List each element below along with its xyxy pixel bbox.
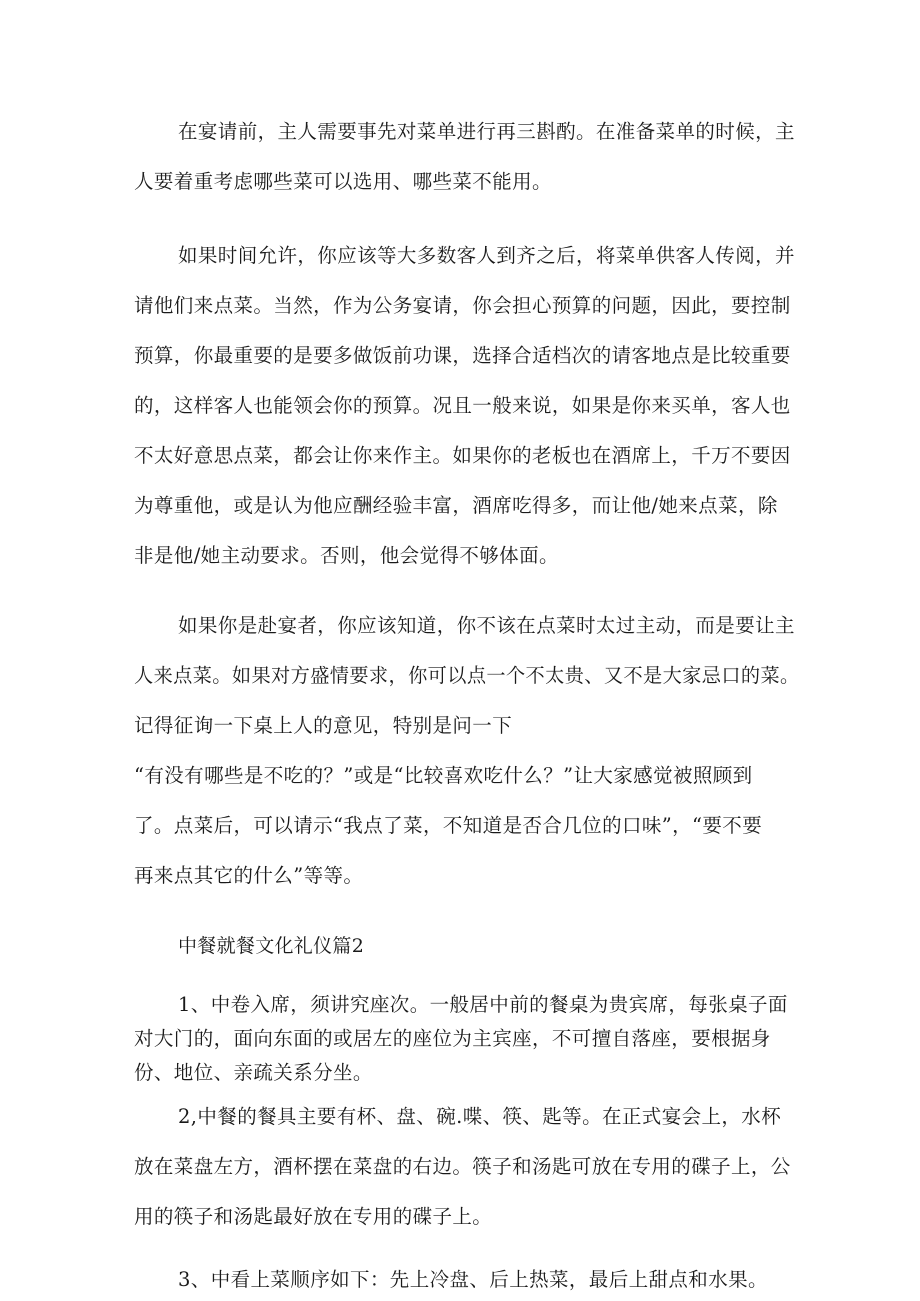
text-line: 对大门的，面向东面的或居左的座位为主宾座，不可擅自落座，要根据身 — [134, 1027, 771, 1050]
text-line: 1、中卷入席，须讲究座次。一般居中前的餐桌为贵宾席，每张桌子面 — [178, 993, 788, 1016]
text-line: 了。点菜后，可以请示“我点了菜，不知道是否合几位的口味”，“要不要 — [134, 814, 763, 837]
text-line: 如果时间允许，你应该等大多数客人到齐之后，将菜单供客人传阅，并 — [178, 244, 795, 267]
text-line: 记得征询一下桌上人的意见，特别是问一下 — [134, 714, 513, 737]
text-line: 预算，你最重要的是要多做饭前功课，选择合适档次的请客地点是比较重要 — [134, 344, 791, 367]
text-line: 3、中看上菜顺序如下：先上冷盘、后上热菜，最后上甜点和水果。 — [178, 1268, 768, 1291]
text-line: 人来点菜。如果对方盛情要求，你可以点一个不太贵、又不是大家忌口的菜。 — [134, 664, 800, 687]
text-line: 不太好意思点菜，都会让你来作主。如果你的老板也在酒席上，千万不要因 — [134, 444, 791, 467]
text-line: 为尊重他，或是认为他应酬经验丰富，酒席吃得多，而让他/她来点菜，除 — [134, 494, 778, 517]
text-line: 用的筷子和汤匙最好放在专用的碟子上。 — [134, 1205, 493, 1228]
text-line: 人要着重考虑哪些菜可以选用、哪些菜不能用。 — [134, 170, 552, 193]
text-line: 2,中餐的餐具主要有杯、盘、碗.喋、筷、匙等。在正式宴会上，水杯 — [178, 1105, 782, 1128]
text-line: “有没有哪些是不吃的？”或是“比较喜欢吃什么？”让大家感觉被照顾到 — [134, 764, 753, 787]
text-line: 再来点其它的什么”等等。 — [134, 864, 364, 887]
text-line: 在宴请前，主人需要事先对菜单进行再三斟酌。在准备菜单的时候，主 — [178, 120, 795, 143]
text-line: 份、地位、亲疏关系分坐。 — [134, 1061, 373, 1084]
text-line: 请他们来点菜。当然，作为公务宴请，你会担心预算的问题，因此，要控制 — [134, 294, 791, 317]
text-line: 非是他/她主动要求。否则，他会觉得不够体面。 — [134, 544, 559, 567]
text-line: 放在菜盘左方，酒杯摆在菜盘的右边。筷子和汤匙可放在专用的碟子上，公 — [134, 1155, 791, 1178]
section-heading: 中餐就餐文化礼仪篇2 — [178, 935, 365, 957]
text-line: 如果你是赴宴者，你应该知道，你不该在点菜时太过主动，而是要让主 — [178, 614, 795, 637]
text-line: 的，这样客人也能领会你的预算。况且一般来说，如果是你来买单，客人也 — [134, 394, 791, 417]
